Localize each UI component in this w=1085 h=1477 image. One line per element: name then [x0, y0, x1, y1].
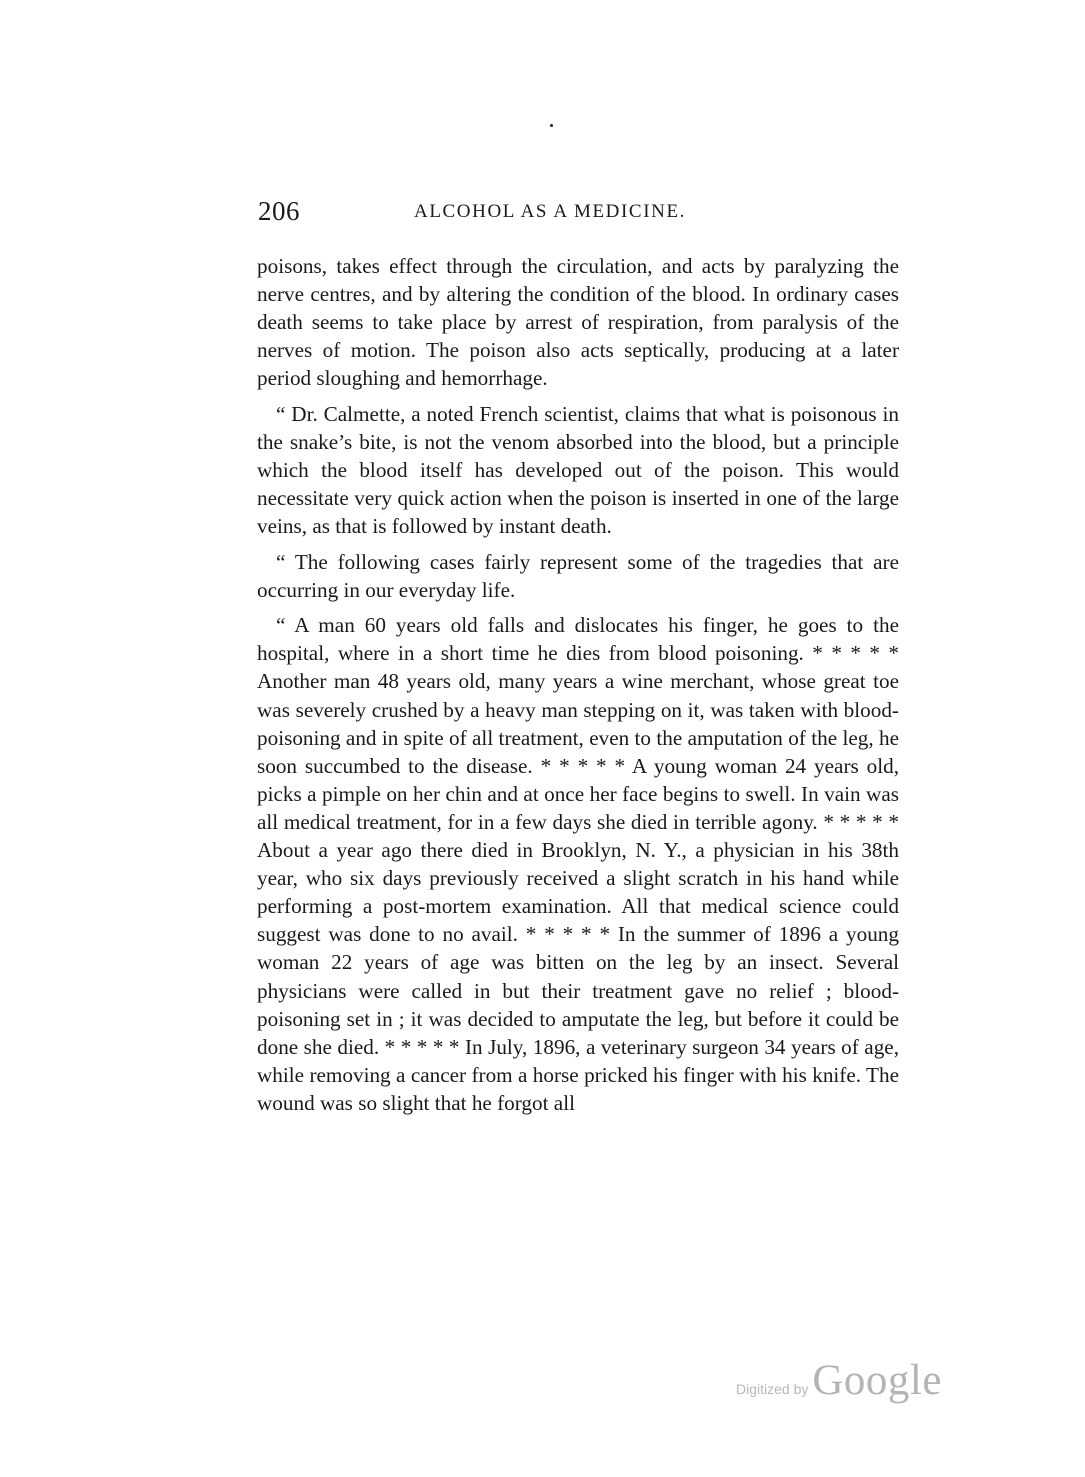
running-head: ALCOHOL AS A MEDICINE.	[414, 201, 687, 222]
digitized-by-google-watermark	[736, 1356, 942, 1406]
body-text	[257, 252, 899, 1124]
paragraph-3: “ The following cases fairly represent some of the tragedies that are occurring in our everyday life.	[257, 549, 899, 602]
google-logo: Google	[812, 1357, 942, 1404]
paragraph-2: “ Dr. Calmette, a noted French scientist, claims that what is poisonous in the snake’s bite, is not the venom absorbed into the blood, but a principle which the blood itself has developed out of the poison. This would necessitate very quick action when the poison is inserted in one of the large veins, as that is followed by instant death.	[257, 401, 899, 539]
paragraph-1: poisons, takes effect through the circulation, and acts by paralyzing the nerve centres, and by altering the condition of the blood. In ordinary cases death seems to take place by arrest of respiration, from paralysis of the nerves of motion. The poison also acts septically, producing at a later period sloughing and hemorrhage.	[257, 254, 899, 391]
page-header	[258, 196, 900, 236]
stray-print-mark	[550, 124, 553, 127]
page-number: 206	[258, 196, 300, 226]
digitized-by-label: Digitized by	[736, 1381, 809, 1397]
paragraph-4: “ A man 60 years old falls and dislocates his finger, he goes to the hospital, where in a short time he dies from blood poisoning. * * * * * Another man 48 years old, many years a wine merchant, whose great toe was severely crushed by a heavy man stepping on it, was taken with blood-poisoning and in spite of all treatment, even to the amputation of the leg, he soon succumbed to the disease. * * * * * A young woman 24 years old, picks a pimple on her chin and at once her face begins to swell. In vain was all medical treatment, for in a few days she died in terrible agony. * * * * * About a year ago there died in Brooklyn, N. Y., a physician in his 38th year, who six days previously received a slight scratch in his hand while performing a post-mortem examination. All that medical science could suggest was done to no avail. * * * * * In the summer of 1896 a young woman 22 years of age was bitten on the leg by an insect. Several physicians were called in but their treatment gave no relief ; blood-poisoning set in ; it was decided to amputate the leg, but before it could be done she died. * * * * * In July, 1896, a veterinary surgeon 34 years of age, while removing a cancer from a horse pricked his finger with his knife. The wound was so slight that he forgot all	[257, 613, 899, 1115]
